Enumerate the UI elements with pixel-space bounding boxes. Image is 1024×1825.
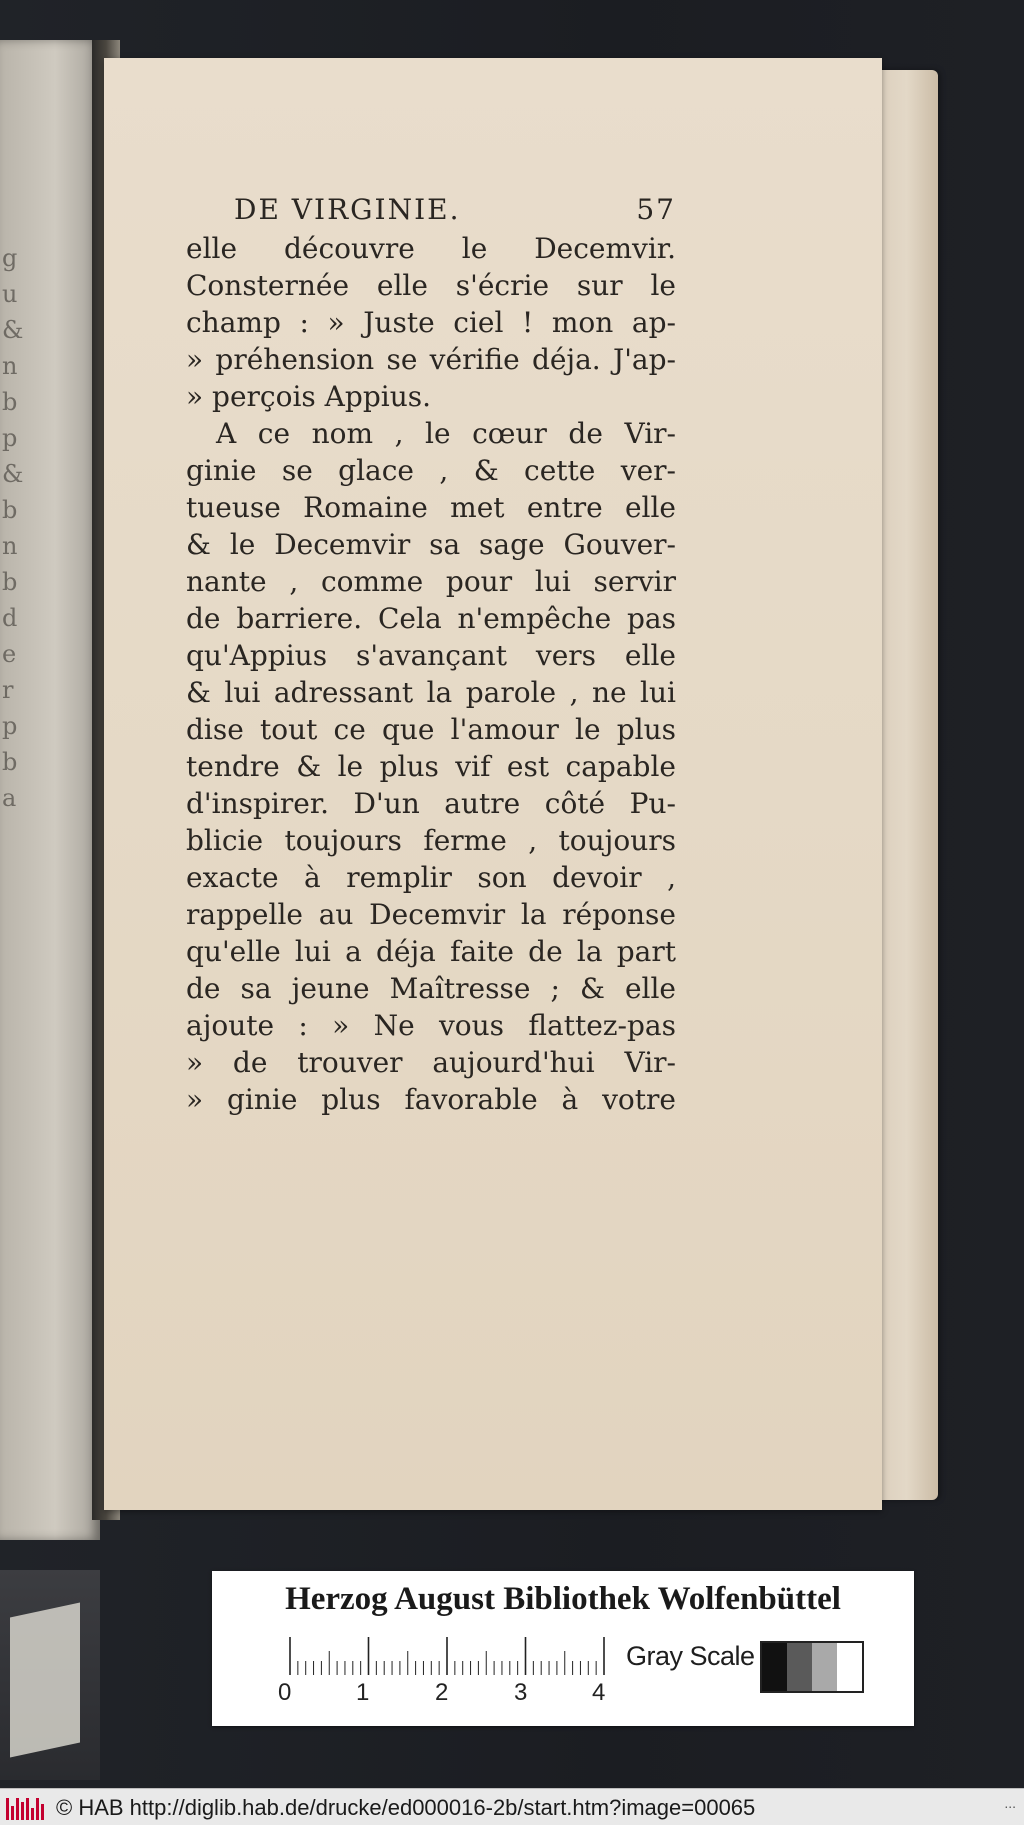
gray-swatch (762, 1643, 787, 1691)
text-line: de sa jeune Maîtresse ; & elle (186, 972, 676, 1005)
text-line: » ginie plus favorable à votre (186, 1083, 676, 1116)
text-line: » préhension se vérifie déja. J'ap- (186, 343, 676, 376)
facing-page-glyphs: g u & n b p & b n b d e r p b a (2, 244, 24, 812)
hab-logo-icon (6, 1796, 46, 1820)
text-line: rappelle au Decemvir la réponse (186, 898, 676, 931)
ruler-label: 2 (435, 1679, 449, 1706)
text-line: qu'Appius s'avançant vers elle (186, 639, 676, 672)
text-line: de barriere. Cela n'empêche pas (186, 602, 676, 635)
text-line: ajoute : » Ne vous flattez-pas (186, 1009, 676, 1042)
running-head (234, 193, 676, 226)
text-line: exacte à remplir son devoir , (186, 861, 676, 894)
spine-tag (10, 1603, 80, 1758)
page-number: 57 (636, 193, 676, 226)
ruler-label: 0 (278, 1679, 292, 1706)
text-line: A ce nom , le cœur de Vir- (216, 417, 676, 450)
calibration-strip (212, 1571, 914, 1726)
ruler-label: 3 (514, 1679, 528, 1706)
text-line: blicie toujours ferme , toujours (186, 824, 676, 857)
ruler-label: 1 (356, 1679, 370, 1706)
gray-scale-swatches (760, 1641, 864, 1693)
ruler-label: 4 (592, 1679, 606, 1706)
text-line: qu'elle lui a déja faite de la part (186, 935, 676, 968)
facing-page-edge (0, 40, 100, 1540)
ruler-labels (278, 1679, 638, 1709)
text-line: d'inspirer. D'un autre côté Pu- (186, 787, 676, 820)
copyright-url[interactable]: © HAB http://diglib.hab.de/drucke/ed000016-2b/start.htm?image=00065 (56, 1794, 756, 1820)
page-text-block (186, 193, 676, 1118)
text-line: tueuse Romaine met entre elle (186, 491, 676, 524)
gray-scale-label: Gray Scale (626, 1641, 755, 1671)
text-line: & le Decemvir sa sage Gouver- (186, 528, 676, 561)
text-line: » perçois Appius. (186, 380, 431, 413)
centimeter-ruler (288, 1637, 608, 1677)
spine-label-area (0, 1570, 100, 1780)
gray-swatch (837, 1643, 862, 1691)
text-line: nante , comme pour lui servir (186, 565, 676, 598)
library-name: Herzog August Bibliothek Wolfenbüttel (285, 1581, 841, 1617)
running-head-title: DE VIRGINIE. (234, 193, 461, 226)
text-line: & lui adressant la parole , ne lui (186, 676, 676, 709)
footer-bar (0, 1788, 1024, 1825)
body-text (186, 230, 676, 1118)
text-line: dise tout ce que l'amour le plus (186, 713, 676, 746)
text-line: » de trouver aujourd'hui Vir- (186, 1046, 676, 1079)
gray-swatch (787, 1643, 812, 1691)
book-page (104, 58, 882, 1510)
text-line: ginie se glace , & cette ver- (186, 454, 676, 487)
text-line: elle découvre le Decemvir. (186, 232, 676, 265)
more-icon[interactable]: ... (1004, 1795, 1016, 1811)
text-line: Consternée elle s'écrie sur le (186, 269, 676, 302)
gray-swatch (812, 1643, 837, 1691)
text-line: champ : » Juste ciel ! mon ap- (186, 306, 676, 339)
text-line: tendre & le plus vif est capable (186, 750, 676, 783)
